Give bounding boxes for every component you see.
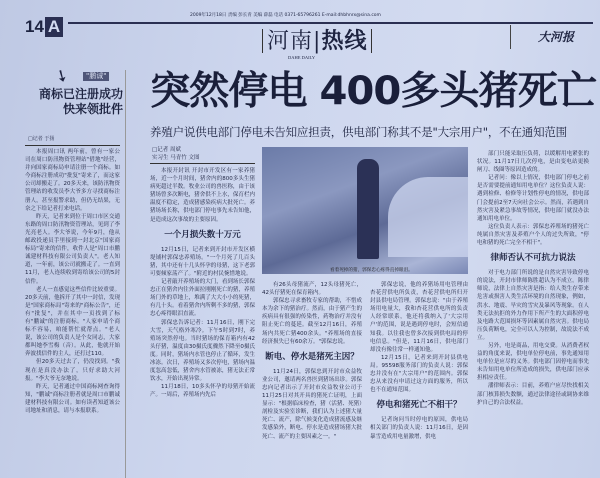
subhead: 停电和猪死亡不相干？: [376, 400, 462, 411]
main-column-3: [370, 281, 468, 478]
arrow-icon: ➘: [51, 63, 73, 88]
dateline: 2009年12月18日 责编 彭长青 美编 薛磊 电话 0371-65796261 E-mail:dhbhnrx@sina.com: [190, 13, 381, 18]
subhead: 律师否认不可抗力说法: [490, 253, 576, 264]
paragraph: 部门只能采取压负荷，以缓解用电紧张的状况。11月17日几次停电，是由变电站更换闸刀、线圈等原因造成的。: [477, 151, 589, 174]
page-number-digits: 14: [25, 17, 44, 36]
column-divider: [125, 70, 126, 478]
brand-henan: 河南: [267, 29, 314, 54]
dahe-logo: 大河报: [510, 25, 578, 49]
lead-paragraph: 本报开封讯 开封市开发区有一家养猪场，近一个月时间，猪舍内的800多头生猪病死超过半数。牧业公司的兽医称，由于该猪场曾多次断电，猪舍供不上水，保育栏内温度不稳定，造成猪感染疾病大批死亡。养猪场场长称，供电部门停电事先未告知他，是造成这次事故的主要原因。: [150, 168, 255, 223]
news-photo: [262, 147, 468, 274]
divider: [25, 145, 120, 146]
side-title-line-1: 商标已注册成功: [38, 87, 123, 101]
main-column-2: [262, 281, 362, 478]
paragraph: 12月15日，记者来到开封县供电局。95598服务部门的负责人说：郭保忠并没有在"大宗用户"的范围内。郭保忠从来没有申请过这方面的服务，所以也不在通知范围。: [370, 354, 468, 394]
side-story-tag: "鹏诚": [83, 72, 109, 81]
paragraph: 老人一直感觉这些信件比较重要。20多天前，他拆开了其中一封信，发现是"国家商标局"寄来的"商标公告"，还有"批复"，并在其中一页找到了标有"鹏诚"的注册商标。"人家申请个商标不容易，咱能帮忙就帮点。"老人说，该公司的负责人是个女同志，大家都叫她李雪梅（音）。从此，他就开始奔波找信件的主人，还打过110。: [25, 286, 120, 358]
page-section: A: [45, 17, 63, 37]
section-brand: 河南|热线: [262, 29, 372, 53]
side-story-body: [25, 148, 120, 415]
paragraph: 郭保忠告诉记者：11月16日，刚下完大雪，天气格外寒冷。下午5时到7时，养殖场突然停电。当时猪场的保育箱内有42头仔猪，温度由30摄氏度骤然下降至0摄氏度。同时，猪场内水管也停止了循环，发生冰冻。次日，养殖场又多次停电，猪场内温度忽高忽低，猪舍内水管被冻，猪无法正常饮水，开始出现异常。: [150, 319, 255, 383]
page-number: [25, 17, 63, 37]
paragraph: 另外，电是商品，用电交费。从消费者权益的角度来说，供电单位停电前，事先通知用电单位是应尽的义务。供电部门因停电而事先未告知用电单位所造成的损失，供电部门应承担相应责任。: [477, 342, 589, 382]
main-headline: 突然停电 400多头猪死亡: [150, 69, 596, 114]
paragraph: 记者询问当时停电的原因，供电局相关部门的负责人说：11月16日，是因暴雪造成用电量激增，供电: [370, 417, 468, 440]
subhead: 一个月损失数十万元: [164, 229, 241, 240]
photo-caption: 看着死掉的猪，郭保忠心疼得直掉眼泪。: [330, 268, 413, 273]
paragraph: 11月24日，郭保忠到开封市众益牧业公司，邀请两名兽医到猪场出诊。郭保忠向记者出示了开封市众益牧业公司于11月25日对其开具的猪死亡证明，上面显示："根据临床检查，猪（活猪、死猪）剖检及实验室诊断，我们认为上述猪大量死亡、流产，除气候变化造成猪流感及继发感染外，断电、停水是造成猪场猪大批死亡、流产的主要因素之一。": [262, 368, 362, 440]
main-subtitle: 养殖户说供电部门停电未告知应担责，供电部门称其不是"大宗用户"，不在通知范围: [150, 125, 567, 139]
paragraph: 本报周口讯 两年前，曾有一家公司在周口防汛物资管理站"借地"经营，并向国家商标局申请注册一个商标。如今商标注册成功"批复"寄来了，而这家公司却搬走了。20多天来，该防汛物资管理站的收发员李大爷多方寻找商标注册人，甚至报警求助，但仍无结果，无奈之下给记者打来电话。: [25, 149, 120, 212]
paragraph: 对于电力部门所说的是自然灾害导致停电的说法，开封市律师陈胜超认为不成立。陈律师说，法律上自然灾害是指：给人类生存带来危害或损害人类生活环境的自然现象，例如，洪水、地震、旱灾的雪灾及暴风等现象。在人类无法抗拒的外力作用下所产生的大面积停电及电路大范围损坏等因素属自然灾害。供电局压负荷断电，完全可以人为控制，故说法不成立。: [477, 270, 589, 341]
brand-english: DAHE DAILY: [288, 55, 316, 60]
paragraph: 郭保忠说，他的养猪场用电管理由杏花营供电所负责，杏花营供电所归开封县供电局管理。郭保忠说："由于养殖场用电量大，我和杏花营供电所的负责人经常联系，他还将我纳入了'大宗用户'的范围，说是遇到停电时，会短信通知我。以往我也曾多次接到供电局的停电信息。"但是，11月16日，供电部门却没有像往常一样通知他。: [370, 282, 468, 353]
paragraph: 这位负责人表示：郭保忠养殖场的猪死亡纯属自然灾害及养殖户个人的过失所致，"停电和猪的死亡完全不相干"。: [477, 223, 589, 247]
main-column-4: [477, 150, 589, 478]
paragraph: 昨天，记者来到位于周口市区交通东路的周口防汛物资管理站，见到了李光亮老人。李大爷说，今年9月，他从邮政投递员手里接到一封北京"国家商标局"寄来的信件，收件人是"周口市鹏诚建材科技有限公司负责人"。老人知道，一年前，该公司就搬走了。一直到11月，老人连续收到寄给该公司的5封信件。: [25, 213, 120, 285]
masthead-rule: [68, 22, 593, 24]
divider: [150, 163, 255, 164]
side-story-byline: □记者 于扬: [28, 136, 55, 142]
paragraph: 昨天，记者通过中国商标网查询得知，"鹏诚"商标注册者就是周口市鹏诚建材科技有限公司。如有读者知道该公司地址和消息，请与本报联系。: [25, 383, 120, 414]
byline-reporter: □记者 周斌: [152, 147, 181, 153]
paragraph: 郭保忠寻求畜牧专家的帮助，不惜成本为余下的猪治疗。然而，由于猪产生的疾病具有很强的传染性，药物治疗并没有阻止死亡的蔓延。截至12月16日，养殖场内共死亡猪400余头。"养殖场的直接经济损失已有60余万。"郭保忠说。: [262, 298, 362, 345]
paragraph: 11月18日，10多头怀孕的母猪开始流产。一周后，养殖场内先后: [150, 384, 255, 399]
paragraph: 潘律师表示：目前，养殖户应尽快找相关部门核算损失数额，通过法律途径或调协来维护自己的合法权益。: [477, 383, 589, 406]
paragraph: 但20多天过去了，仍没找到。"我现在是真没办法了，只好求助大河报。"李大爷无奈地说。: [25, 359, 120, 382]
byline-intern: 实习生 马青竹 文图: [152, 155, 200, 161]
brand-rexian: 热线: [321, 28, 368, 54]
paragraph: 12月15日，记者来到开封市开发区横堤铺村郭保忠养殖场。"一个月死了几百头猪，其中还有十几头怀孕的母猪，这下老郭可要倾家荡产了。"附近的村民惋惜地说。: [150, 246, 255, 277]
side-title-line-2: 快来领批件: [62, 102, 123, 116]
side-story-title: [28, 87, 123, 117]
paragraph: 有26头母猪流产，12头母猪死亡，42头仔猪死在保育箱内。: [262, 282, 362, 297]
main-column-1: [150, 167, 255, 399]
main-byline: [152, 146, 200, 162]
paragraph: 记者敲开养殖场的大门，看到场长郭保忠正在猪舍内往外面拉刚刚死亡的猪，养殖场门外的草地上，堆满了大大小小的死猪，有几十头。看着猪舍内所剩不多的猪，郭保忠心疼得眼泪直流。: [150, 279, 255, 318]
subhead: 断电、停水是猪死主因？: [265, 351, 359, 362]
paragraph: 记者问：像以上情况，供电部门停电之前是否需要提前通知用电单位？这位负责人说：遇到检修、检修等计划性停电的情况，供电部门会提前2至7天向社会公示。然而，若遇到自然灾害及紧急事故等情况，供电部门就没办法通知用电单位。: [477, 175, 589, 222]
